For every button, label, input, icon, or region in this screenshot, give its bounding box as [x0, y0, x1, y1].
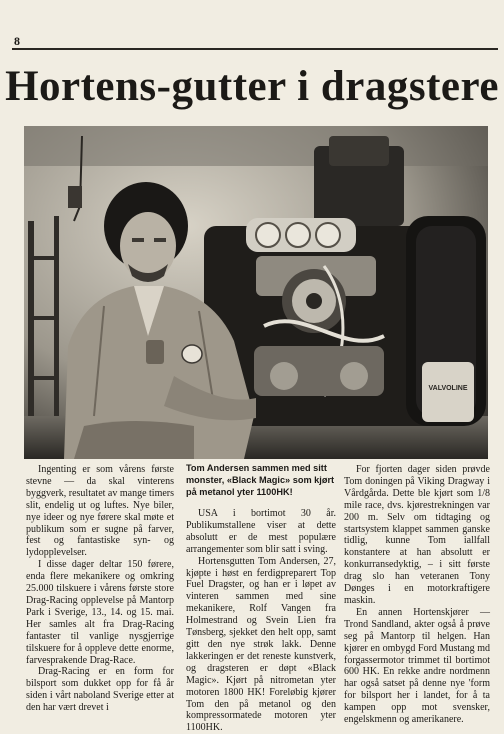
article-column-1 [26, 464, 174, 714]
paragraph: USA i bortimot 30 år. Publikumstallene viser at dette absolutt er de mest populære arrangementer som blir satt i sving. [186, 508, 336, 555]
valvoline-can-label: VALVOLINE [428, 385, 468, 392]
article-photo [24, 126, 488, 459]
photo-illustration [24, 126, 488, 459]
headline: Hortens-gutter i dragstere [5, 63, 499, 110]
paragraph: Drag-Racing er en form for bilsport som dukket opp for få år siden i vårt naboland Sverige etter at den har vært drevet i [26, 666, 174, 714]
paragraph: Ingenting er som vårens første stevne — da skal vinterens byggverk, resultatet av mange timers slit, endelig ut og luftes. Nye biler, nye ideer og nye førere skal møte et publikum som er sugne på farver, fest og fantastiske syn- og lydopplevelser. [26, 464, 175, 559]
paragraph: I disse dager deltar 150 førere, enda flere mekanikere og omkring 25.000 tilskuere i vårens første store Drag-Racing opplevelse på Mantorp Park i Sverige, 13., 14. og 15. mai. Her samles alt fra Drag-Racing fantaster til vanlige nysgjerrige tilskuere for å oppleve dette enorme, farvesprakende Drag-Race. [26, 559, 174, 666]
paragraph: For fjorten dager siden prøvde Tom doningen på Viking Dragway i Vårdgårda. Dette ble kjørt som 1/8 mile race, dvs. kjørestrekningen var 200 m. Selv om tidtaging og startsystem klappet sammen ganske tidlig, kunne Tom iallfall konstantere at han absolutt er konkurransedyktig, – i sitt første drag slo han veteranen Tony Dønges i en motorkraftigere maskin. [344, 464, 490, 606]
photo-caption: Tom Andersen sammen med sitt monster, «Black Magic» som kjørt på metanol yter 1100HK! [186, 463, 335, 497]
header-rule [12, 48, 498, 50]
article-column-3 [344, 464, 490, 726]
article-column-2 [186, 508, 336, 734]
page-number: 8 [14, 34, 20, 48]
paragraph: Hortensgutten Tom Andersen, 27, kjøpte i høst en ferdigpreparert Top Fuel Dragster, og han er i løpet av vinteren sammen med sine mekanikere, Rolf Vangen fra Holmestrand og Svein Lien fra Tønsberg, sjekket den helt opp, samt gitt den nye strøk lakk. Denne lakkeringen er det reneste kunstverk, og dragsteren er døpt «Black Magic». Kjørt på nitrometan yter motoren 1800 HK! Foreløbig kjører Tom den på metanol og den kompressormatede motoren yter 1100HK. [186, 555, 336, 734]
paragraph: En annen Hortenskjører — Trond Sandland, akter også å prøve seg på Mantorp til helgen. Han kjører en ombygd Ford Mustang md forgassermotor trimmet til bortimot 600 HK. En rekke andre nordmenn har også satset på denne nye 'form for bilsport her i landet, for å ta kampen opp mot svensker, engelskmenn og amerikanere. [344, 606, 490, 726]
